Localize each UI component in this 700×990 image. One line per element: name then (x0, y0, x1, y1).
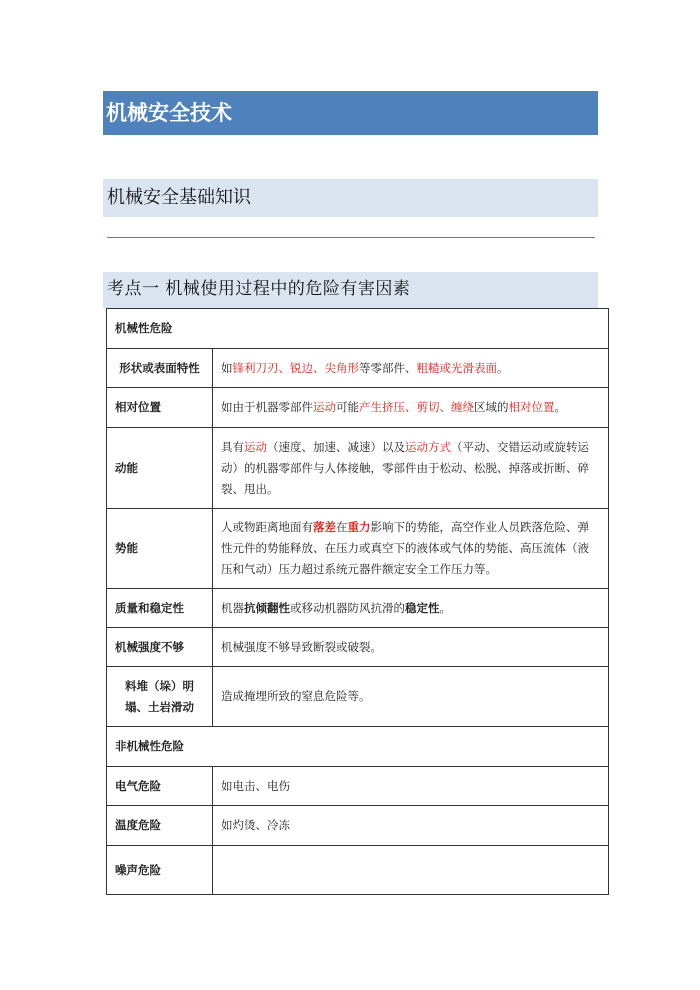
divider-line (107, 237, 595, 238)
description-segment: 锋利刀刃、锐边、尖角形 (232, 360, 359, 375)
description-segment: 。 (554, 400, 566, 414)
point-heading-bar (103, 272, 598, 308)
description-segment: 产生挤压、剪切、缠绕 (359, 400, 474, 414)
description-segment: 在 (336, 520, 348, 534)
document-title: 机械安全技术 (106, 101, 232, 125)
description-segment: 。 (497, 360, 509, 375)
description-segment: 。 (439, 600, 451, 615)
table-row (107, 509, 609, 589)
table-row (107, 628, 609, 667)
description-segment: 如灼烫、冷冻 (221, 818, 290, 832)
row-description (213, 589, 609, 628)
row-description (213, 388, 609, 428)
description-segment: （速度、加速、减速）以及 (267, 439, 405, 454)
table-row (107, 589, 609, 628)
description-segment: 可能 (336, 400, 359, 414)
description-segment: 落差 (313, 520, 336, 534)
row-description (213, 349, 609, 388)
row-label: 机械强度不够 (107, 628, 213, 667)
description-segment: 粗糙或光滑表面 (416, 360, 497, 375)
description-segment: 运动 (244, 439, 267, 454)
row-description (213, 509, 609, 589)
description-segment: 或移动机器防风抗滑的 (290, 600, 405, 615)
description-segment: 相对位置 (508, 400, 555, 414)
row-label: 动能 (107, 428, 213, 509)
row-description (213, 767, 609, 806)
row-label: 温度危险 (107, 806, 213, 846)
table-row (107, 667, 609, 727)
section-heading-bar (103, 179, 598, 217)
description-segment: 如 (221, 360, 233, 375)
description-segment: 稳定性 (405, 600, 440, 615)
description-segment: 具有 (221, 439, 244, 454)
table-row (107, 767, 609, 806)
section-heading: 机械安全基础知识 (107, 187, 251, 208)
table-row (107, 349, 609, 388)
description-segment: 人或物距离地面有 (221, 520, 313, 534)
row-description (213, 628, 609, 667)
description-segment: 如电击、电伤 (221, 778, 290, 793)
table-section-row (107, 727, 609, 767)
description-segment: （平动、交错运动或旋转运动）的机器零部件与人体接触，零部件由于松动、松脱、掉落或折断、碎裂、甩出。 (221, 439, 589, 496)
table-row (107, 846, 609, 895)
row-description (213, 846, 609, 895)
row-label: 噪声危险 (107, 846, 213, 895)
description-segment: 造成掩埋所致的窒息危险等。 (221, 689, 371, 703)
table-section-row (107, 309, 609, 349)
row-description (213, 806, 609, 846)
section-label-mechanical: 机械性危险 (107, 309, 609, 349)
description-segment: 如由于机器零部件 (221, 400, 313, 414)
row-label: 电气危险 (107, 767, 213, 806)
row-label: 质量和稳定性 (107, 589, 213, 628)
description-segment: 影响下的势能，高空作业人员跌落危险、弹性元件的势能释放、在压力或真空下的液体或气体的势能、高压流体（液压和气动）压力超过系统元器件额定安全工作压力等。 (221, 520, 589, 576)
row-description (213, 667, 609, 727)
row-description (213, 428, 609, 509)
row-label: 形状或表面特性 (107, 349, 213, 388)
description-segment: 运动方式 (405, 439, 451, 454)
description-segment: 运动 (313, 400, 336, 414)
row-label: 相对位置 (107, 388, 213, 428)
row-label: 料堆（垛）明塌、土岩滑动 (107, 667, 213, 727)
point-heading: 考点一 机械使用过程中的危险有害因素 (107, 279, 411, 299)
table-row (107, 388, 609, 428)
description-segment: 等零部件、 (359, 360, 417, 375)
description-segment: 机械强度不够导致断裂或破裂。 (221, 639, 382, 654)
hazard-table (106, 308, 609, 895)
table-row (107, 428, 609, 509)
description-segment: 抗倾翻性 (244, 600, 290, 615)
description-segment: 重力 (347, 520, 371, 534)
document-title-bar (103, 91, 598, 135)
table-row (107, 806, 609, 846)
section-label-non-mechanical: 非机械性危险 (107, 727, 609, 767)
description-segment: 区域的 (474, 400, 509, 414)
row-label: 势能 (107, 509, 213, 589)
description-segment: 机器 (221, 600, 244, 615)
